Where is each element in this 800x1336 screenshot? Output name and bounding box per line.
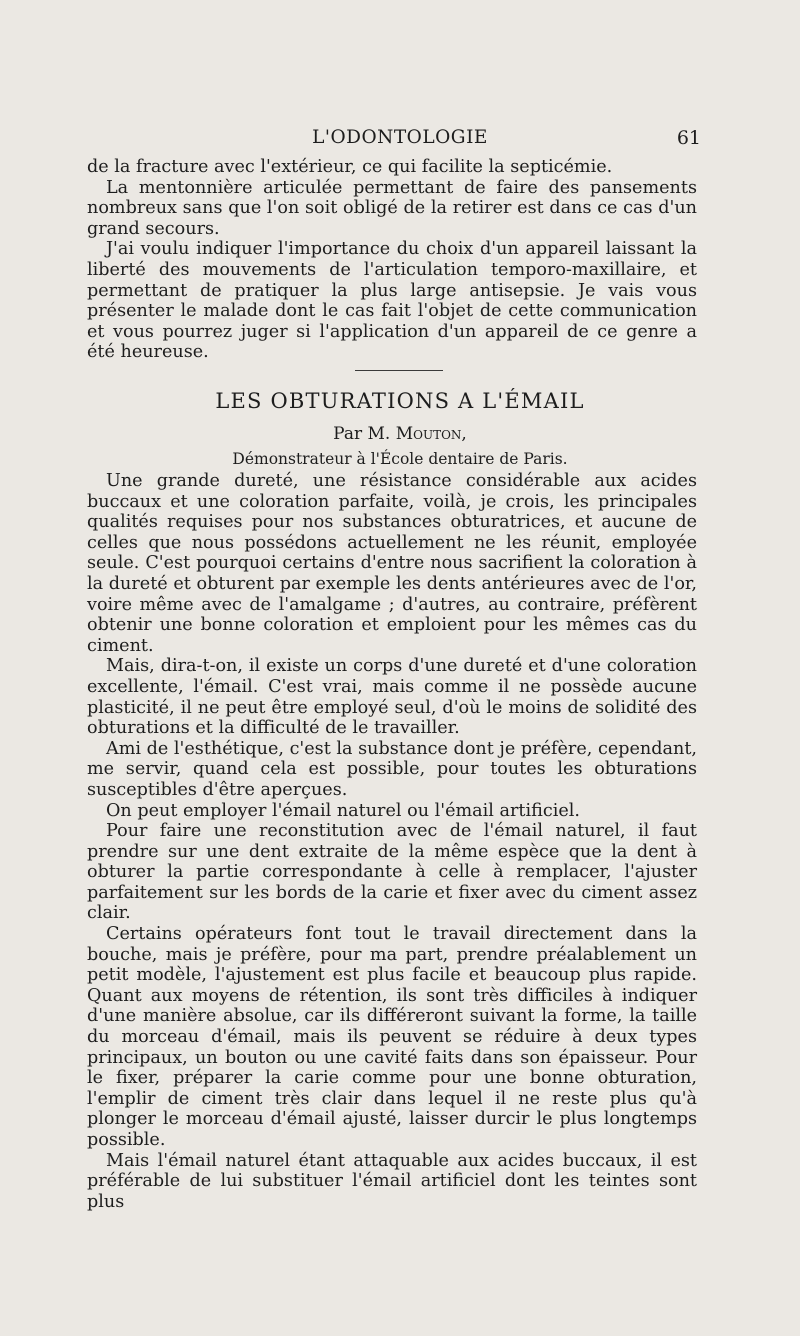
intro-text (87, 157, 697, 363)
author-affiliation: Démonstrateur à l'École dentaire de Paris. (232, 450, 568, 468)
section-divider (355, 370, 443, 371)
byline (0, 424, 800, 444)
paragraph: J'ai voulu indiquer l'importance du choix d'un appareil laissant la liberté des mouvements de l'articulation temporo-maxillaire, et permettant de pratiquer la plus large antisepsie. Je vais vous présenter le malade dont le cas fait l'objet de cette communication et vous pourrez juger si l'application d'un appareil de ce genre a été heureuse. (87, 239, 697, 363)
page-number: 61 (676, 127, 701, 149)
paragraph: Ami de l'esthétique, c'est la substance dont je préfère, cependant, me servir, quand cela est possible, pour toutes les obturations susceptibles d'être aperçues. (87, 738, 697, 800)
paragraph: de la fracture avec l'extérieur, ce qui facilite la septicémie. (87, 157, 613, 177)
paragraph: Pour faire une reconstitution avec de l'émail naturel, il faut prendre sur une dent extraite de la même espèce que la dent à obturer la partie correspondante à celle à remplacer, l'ajuster parfaitement sur les bords de la carie et fixer avec du ciment assez clair. (87, 821, 697, 924)
paragraph: Certains opérateurs font tout le travail directement dans la bouche, mais je préfère, pour ma part, prendre préalablement un petit modèle, l'ajustement est plus facile et beaucoup plus rapide. Quant aux moyens de rétention, ils sont très difficiles à indiquer d'une manière absolue, car ils différeront suivant la forme, la taille du morceau d'émail, mais ils peuvent se réduire à deux types principaux, un bouton ou une cavité faits dans son épaisseur. Pour le fixer, préparer la carie comme pour une bonne obturation, l'emplir de ciment très clair dans lequel il ne reste plus qu'à plonger le morceau d'émail ajusté, laisser durcir le plus longtemps possible. (87, 924, 697, 1150)
paragraph: On peut employer l'émail naturel ou l'émail artificiel. (106, 800, 580, 821)
journal-title: L'ODONTOLOGIE (312, 127, 488, 148)
article-body (87, 471, 697, 1212)
article-title: LES OBTURATIONS A L'ÉMAIL (215, 389, 585, 413)
paragraph: Mais l'émail naturel étant attaquable aux acides buccaux, il est préférable de lui substituer l'émail artificiel dont les teintes sont plus (87, 1150, 697, 1212)
paragraph: Mais, dira-t-on, il existe un corps d'une dureté et d'une coloration excellente, l'émail. C'est vrai, mais comme il ne possède aucune plasticité, il ne peut être employé seul, d'où le moins de solidité des obturations et la difficulté de le travailler. (87, 656, 697, 739)
paragraph: Une grande dureté, une résistance considérable aux acides buccaux et une coloration parfaite, voilà, je crois, les principales qualités requises pour nos substances obturatrices, et aucune de celles que nous possédons actuellement ne les réunit, employée seule. C'est pourquoi certains d'entre nous sacrifient la coloration à la dureté et obturent par exemple les dents antérieures avec de l'or, voire même avec de l'amalgame ; d'autres, au contraire, préfèrent obtenir une bonne coloration et emploient pour les mêmes cas du ciment. (87, 471, 697, 656)
author-name: Mouton, (395, 424, 467, 444)
paragraph: La mentonnière articulée permettant de faire des pansements nombreux sans que l'on soit obligé de la retirer est dans ce cas d'un grand secours. (87, 177, 697, 239)
running-head (0, 127, 800, 151)
byline-prefix: Par M. (333, 424, 391, 444)
